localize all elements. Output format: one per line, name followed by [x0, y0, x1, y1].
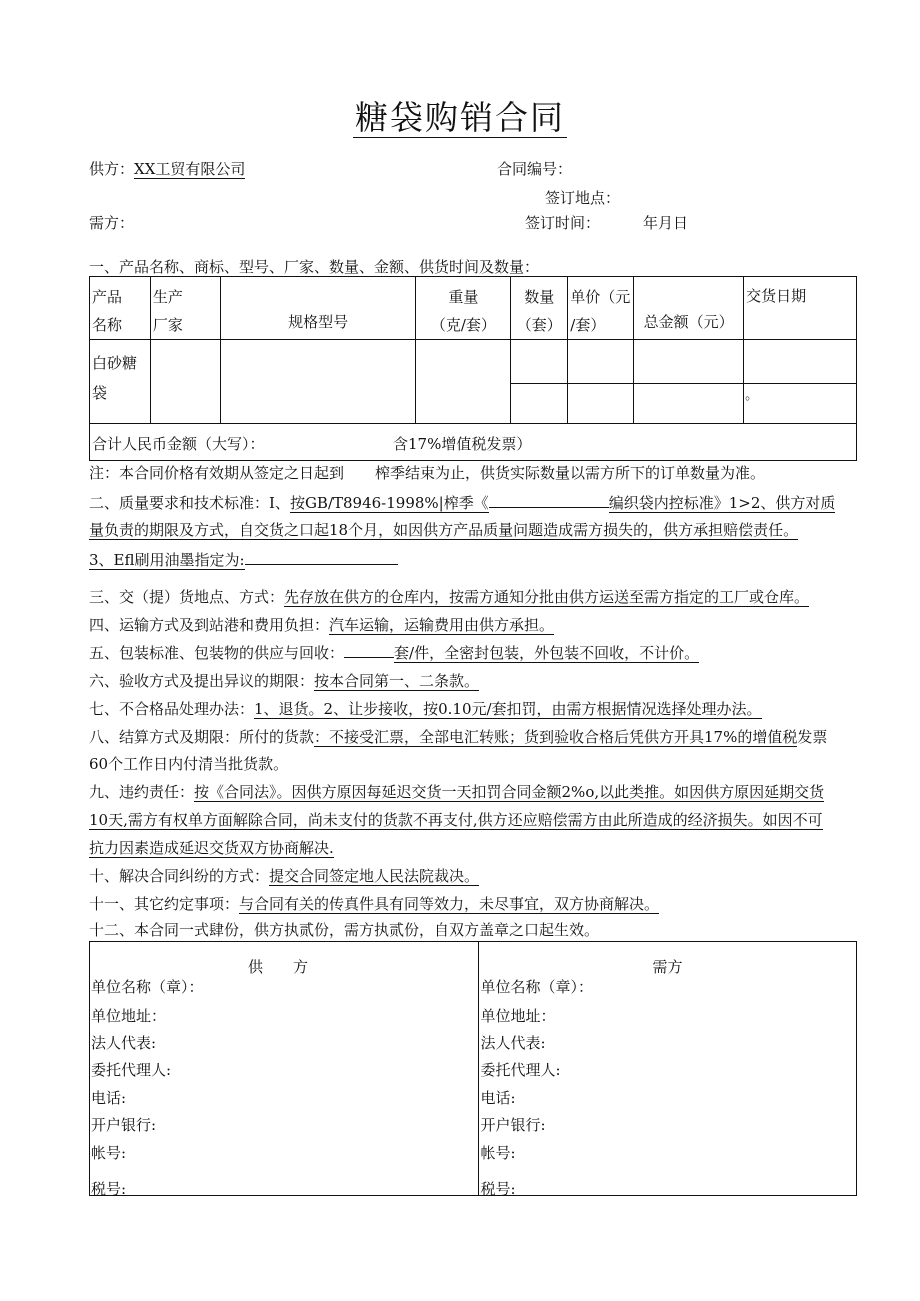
- header-weight: 重量 （克/套）: [430, 288, 496, 334]
- note-validity-a: 注：本合同价格有效期从签定之日起到: [89, 464, 345, 482]
- header-total: 总金额（元）: [643, 313, 734, 331]
- supplier-name: XX工贸有限公司: [134, 160, 246, 178]
- tax-note: 含17%增值税发票）: [393, 435, 532, 453]
- sign-time-value: 年月日: [643, 214, 689, 232]
- header-maker: 生产 厂家: [152, 288, 183, 334]
- buyer-company-field: 单位名称（章）：: [480, 978, 593, 996]
- section-4: 四、运输方式及到站港和费用负担：汽车运输，运输费用由供方承担。: [89, 616, 555, 634]
- section-6: 六、验收方式及提出异议的期限：按本合同第一、二条款。: [89, 672, 480, 690]
- qty-cell-2: [511, 384, 568, 424]
- product-name-cell: 白砂糖 袋: [92, 354, 138, 402]
- section-8: 八、结算方式及期限：所付的货款：不接受汇票，全部电汇转账；货到验收合格后凭供方开具17%的增值税发票: [89, 728, 828, 746]
- buyer-bank-field: 开户银行:: [480, 1116, 546, 1134]
- buyer-block: [479, 942, 856, 1198]
- total-cell-1: [634, 340, 744, 384]
- section-9-line2: 10天,需方有权单方面解除合同，尚未支付的货款不再支付,供方还应赔偿需方由此所造成的经济损失。如因不可: [89, 811, 823, 829]
- total-amount-row: [90, 424, 856, 460]
- total-cell-2: [634, 384, 744, 424]
- supplier-account-field: 帐号:: [91, 1144, 127, 1162]
- product-table: [89, 276, 857, 461]
- spec-cell: [220, 340, 416, 424]
- price-cell-1: [568, 340, 634, 384]
- supplier-label: 供方：: [89, 160, 135, 178]
- buyer-agent-field: 委托代理人:: [480, 1061, 561, 1079]
- delivery-cell-1: [744, 340, 857, 384]
- signature-table: [89, 941, 857, 1196]
- supplier-bank-field: 开户银行:: [91, 1116, 157, 1134]
- qty-cell-1: [511, 340, 568, 384]
- buyer-head: 需方: [652, 958, 683, 976]
- clause-2-line2: 量负责的期限及方式，自交货之口起18个月，如因供方产品质量问题造成需方损失的，供方承担赔偿责任。: [89, 521, 799, 539]
- section-9-line3: 抗力因素造成延迟交货双方协商解决.: [89, 839, 334, 857]
- buyer-phone-field: 电话:: [480, 1089, 516, 1107]
- weight-cell: [416, 340, 511, 424]
- header-product-name: 产品 名称: [92, 288, 123, 334]
- header-price: 单价（元 /套）: [570, 288, 631, 334]
- clause-3-ink: 3、Efl刷用油墨指定为:: [89, 549, 398, 570]
- section-8-line2: 60个工作日内付清当批货款。: [89, 755, 289, 773]
- price-cell-2: [568, 384, 634, 424]
- contract-no-label: 合同编号：: [497, 160, 573, 178]
- supplier-tax-field: 税号:: [91, 1180, 127, 1198]
- delivery-mark: 。: [745, 388, 759, 403]
- buyer-address-field: 单位地址：: [480, 1007, 556, 1025]
- note-validity-b: 榨季结束为止，供货实际数量以需方所下的订单数量为准。: [375, 464, 766, 482]
- buyer-legal-rep-field: 法人代表:: [480, 1034, 546, 1052]
- supplier-address-field: 单位地址：: [91, 1007, 167, 1025]
- sign-place-label: 签订地点：: [545, 189, 621, 207]
- supplier-legal-rep-field: 法人代表:: [91, 1034, 157, 1052]
- supplier-company-field: 单位名称（章）：: [91, 978, 204, 996]
- section-5: 五、包装标准、包装物的供应与回收： 套/件，全密封包装，外包装不回收，不计价。: [89, 644, 700, 662]
- total-amount-label: 合计人民币金额（大写）：: [92, 435, 265, 453]
- header-spec: 规格型号: [288, 313, 349, 331]
- section-9: 九、违约责任：按《合同法》。因供方原因每延迟交货一天扣罚合同金额2%o,以此类推。如因供方原因延期交货: [89, 783, 825, 801]
- supplier-line: [89, 158, 245, 179]
- clause-2: 二、质量要求和技术标准：I、按GB/T8946-1998%|榨季《 编织袋内控标准》1>2、供方对质: [89, 494, 836, 512]
- section-3: 三、交（提）货地点、方式：先存放在供方的仓库内，按需方通知分批由供方运送至需方指定的工厂或仓库。: [89, 588, 810, 606]
- document-title: 糖袋购销合同: [355, 98, 565, 137]
- section-10: 十、解决合同纠纷的方式：提交合同签定地人民法院裁决。: [89, 867, 480, 885]
- maker-cell: [150, 340, 220, 424]
- section-7: 七、不合格品处理办法：1、退货。2、让步接收，按0.10元/套扣罚，由需方根据情况选择处理办法。: [89, 700, 762, 718]
- section-11: 十一、其它约定事项：与合同有关的传真件具有同等效力，未尽事宜，双方协商解决。: [89, 895, 660, 913]
- section-12: 十二、本合同一式肆份，供方执贰份，需方执贰份，自双方盖章之口起生效。: [89, 921, 600, 939]
- supplier-agent-field: 委托代理人:: [91, 1061, 172, 1079]
- supplier-block: [90, 942, 478, 1198]
- supplier-head: 供 方: [248, 958, 309, 976]
- header-qty: 数量 （套）: [516, 288, 562, 334]
- sign-time-label: 签订时间：: [525, 214, 601, 232]
- buyer-tax-field: 税号:: [480, 1180, 516, 1198]
- buyer-label: 需方：: [89, 214, 135, 232]
- header-delivery: 交货日期: [746, 287, 807, 305]
- section1-title: 一、产品名称、商标、型号、厂家、数量、金额、供货时间及数量：: [89, 258, 540, 276]
- supplier-phone-field: 电话:: [91, 1089, 127, 1107]
- buyer-account-field: 帐号:: [480, 1144, 516, 1162]
